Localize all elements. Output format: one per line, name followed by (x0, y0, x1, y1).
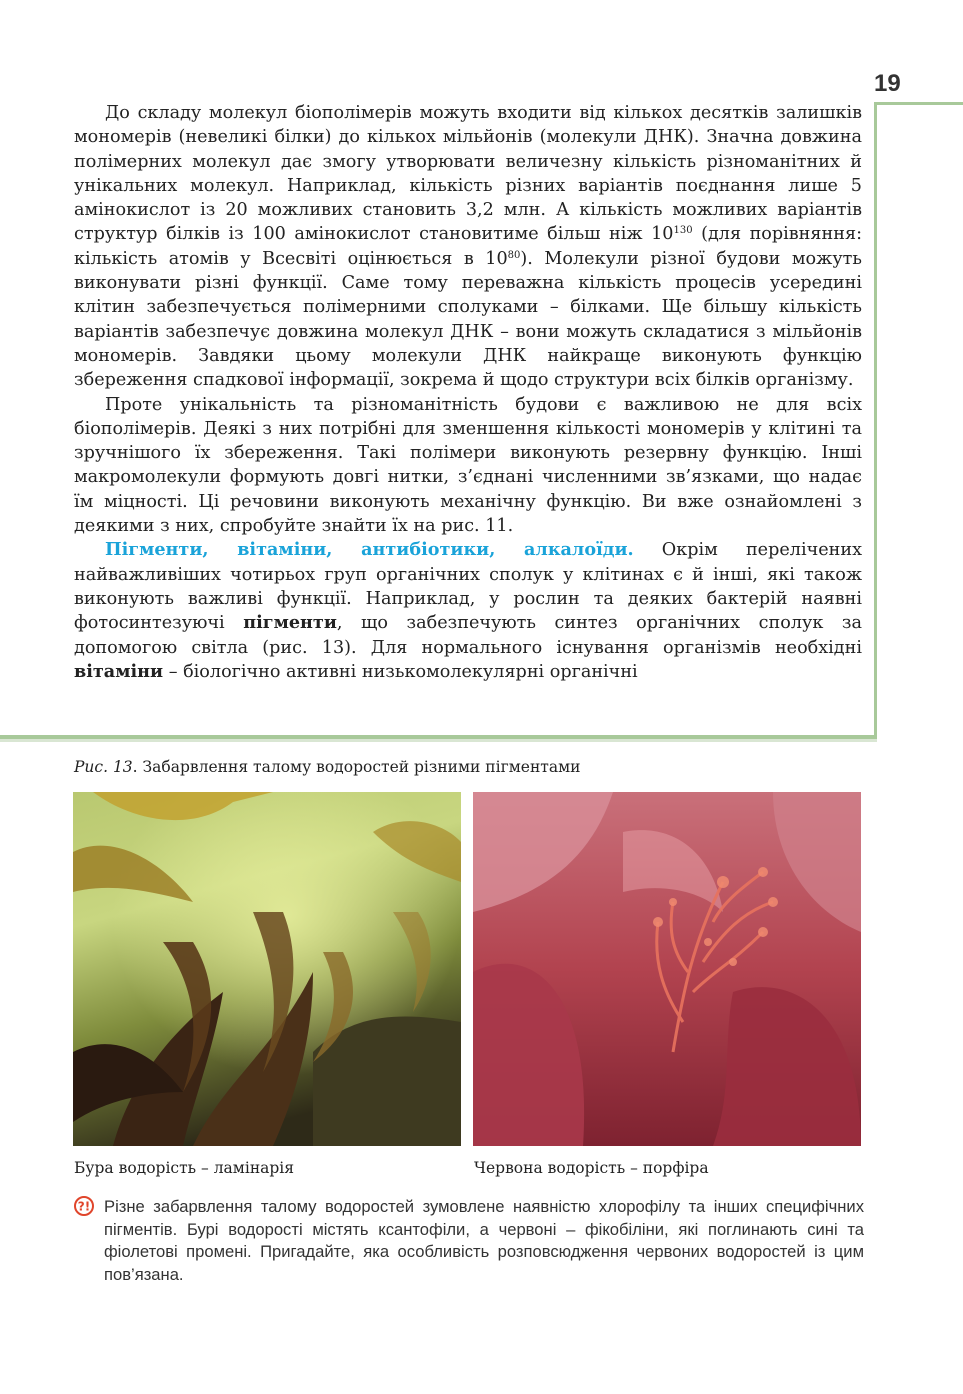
section-heading: Пігменти, вітаміни, антибіотики, алкалоїди. (105, 539, 634, 561)
superscript-80: 80 (507, 249, 521, 261)
paragraph-1: До складу молекул біополімерів можуть входити від кількох десятків залишків мономерів (невеликі білки) до кількох мільйонів (молекули ДНК). Значна довжина полімерних молекул дає змогу утворювати величезну кількість різноманітних й унікальних молекул. Наприклад, кількість різних варіантів поєднання лише 5 амінокислот із 20 можливих становить 3,2 млн. А кількість можливих варіантів структур білків із 100 амінокислот становитиме більш ніж $10^{130}$ (для порівняння: кількість атомів у Всесвіті оцінюється в $10^{80}$). Молекули різної будови можуть виконувати різні функції. Саме тому переважна кількість процесів усередині клітин забезпечується полімерними сполуками – білками. Ще більшу кількість варіантів забезпечує довжина молекул ДНК – вони можуть складатися з мільйонів мономерів. Завдяки цьому молекули ДНК найкраще виконують функцію збереження спадкової інформації, зокрема й щодо структури всіх білків організму. (74, 103, 862, 391)
term-vitamins: вітаміни (74, 660, 164, 682)
question-text: Різне забарвлення талому водоростей зумовлене наявністю хлорофілу та інших специфічних пігментів. Бурі водорості містять ксантофіли, а червоні – фікобіліни, які поглинають сині та фіолетові промені. Пригадайте, яка особливість розповсюдження червоних водоростей із цим пов’язана. (104, 1197, 864, 1284)
frame-right-border (874, 102, 877, 738)
page-number: 19 (874, 70, 901, 97)
superscript-130: 130 (673, 225, 693, 237)
figure-caption: Рис. 13. Забарвлення талому водоростей різними пігментами (74, 758, 581, 776)
paragraph-2: Проте унікальність та різноманітність будови є важливою не для всіх біополімерів. Деякі з них потрібні для зменшення кількості мономерів у клітині та зручнішого їх збереження. Такі полімери виконують резервну функцію. Інші макромолекули формують довгі нитки, з’єднані численними зв’язками, що надає їм міцності. Ці речовини виконують механічну функцію. Ви вже ознайомлені з деякими з них, спробуйте знайти їх на рис. 11. (74, 394, 862, 537)
frame-bottom-shadow (0, 739, 877, 742)
paragraph-3: Пігменти, вітаміни, антибіотики, алкалоїди. Окрім перелічених найважливіших чотирьох груп органічних сполук у клітинах є й інші, які також виконують важливі функції. Наприклад, у рослин та деяких бактерій наявні фотосинтезуючі пігменти, що забезпечують синтез органічних сполук за допомогою світла (рис. 13). Для нормального існування організмів необхідні вітаміни – біологічно активні низькомолекулярні органічні (74, 539, 862, 682)
svg-text:?!: ?! (77, 1199, 91, 1214)
figure-label: Рис. 13 (74, 758, 133, 776)
brown-algae-photo (73, 792, 461, 1146)
red-algae-caption: Червона водорість – порфіра (474, 1159, 709, 1177)
main-text-block (74, 101, 862, 684)
frame-top-border (874, 102, 963, 105)
question-exclamation-icon (74, 1196, 94, 1216)
red-algae-photo (473, 792, 861, 1146)
brown-algae-caption: Бура водорість – ламінарія (74, 1159, 295, 1177)
term-pigments: пігменти (243, 612, 337, 634)
